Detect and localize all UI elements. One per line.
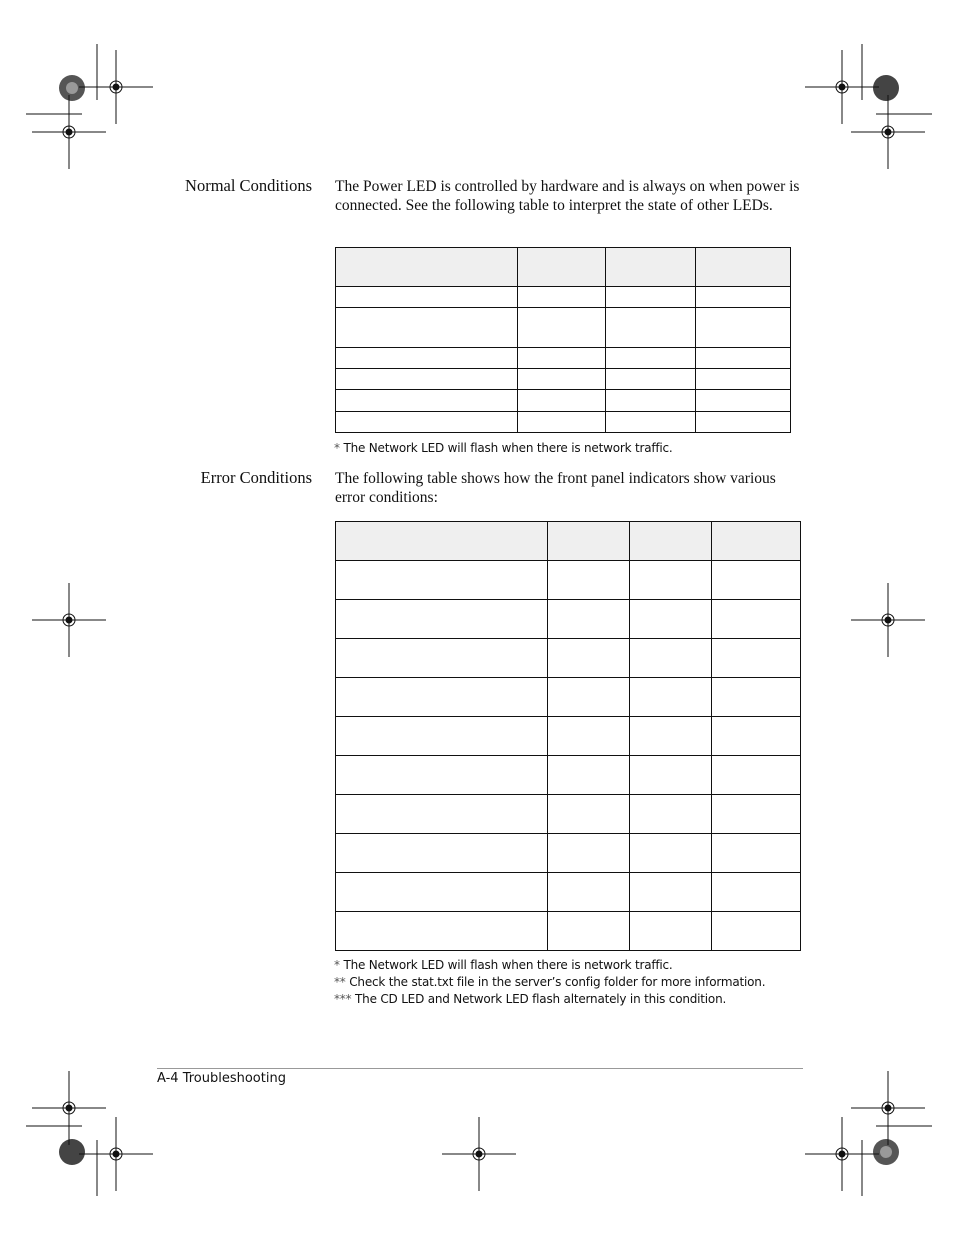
table-row	[336, 287, 791, 308]
starburst-mark-icon	[59, 75, 85, 101]
crosshair-target-icon	[851, 95, 925, 169]
table-row	[336, 873, 801, 912]
table-row	[336, 600, 801, 639]
table-header-row	[336, 522, 801, 561]
table-row	[336, 390, 791, 412]
section-heading-error: Error Conditions	[200, 468, 312, 487]
footer-rule	[157, 1068, 803, 1069]
table-row	[336, 369, 791, 390]
crosshair-target-icon	[79, 50, 153, 124]
table-row	[336, 678, 801, 717]
crosshair-target-icon	[32, 1071, 106, 1145]
starburst-mark-icon	[59, 1139, 85, 1165]
crosshair-target-icon	[32, 95, 106, 169]
table-row	[336, 561, 801, 600]
error-footnotes	[334, 957, 765, 1008]
crosshair-target-icon	[805, 1117, 879, 1191]
footnote: ** Check the stat.txt file in the server’s config folder for more information.	[334, 975, 766, 989]
normal-conditions-table	[335, 247, 791, 433]
footnote: * The Network LED will flash when there is network traffic.	[334, 441, 673, 455]
table-row	[336, 348, 791, 369]
table-row	[336, 834, 801, 873]
table-row	[336, 308, 791, 348]
footnote: * The Network LED will flash when there is network traffic.	[334, 958, 673, 972]
crosshair-target-icon	[79, 1117, 153, 1191]
table-row	[336, 756, 801, 795]
crosshair-target-icon	[851, 1071, 925, 1145]
footnote: *** The CD LED and Network LED flash alternately in this condition.	[334, 992, 727, 1006]
error-intro-paragraph: The following table shows how the front panel indicators show various error conditions:	[335, 470, 776, 506]
starburst-mark-icon	[873, 75, 899, 101]
table-row	[336, 717, 801, 756]
normal-footnotes	[334, 440, 673, 457]
starburst-mark-icon	[873, 1139, 899, 1165]
crosshair-target-icon	[851, 583, 925, 657]
error-conditions-table	[335, 521, 801, 951]
section-heading-normal: Normal Conditions	[185, 176, 312, 195]
table-row	[336, 912, 801, 951]
normal-intro-paragraph: The Power LED is controlled by hardware and is always on when power is connected. See the following table to interpret the state of other LEDs.	[335, 178, 800, 214]
crosshair-target-icon	[32, 583, 106, 657]
table-row	[336, 639, 801, 678]
page-footer-label: A-4 Troubleshooting	[157, 1071, 286, 1086]
table-row	[336, 795, 801, 834]
crosshair-target-icon	[442, 1117, 516, 1191]
crosshair-target-icon	[805, 50, 879, 124]
table-header-row	[336, 248, 791, 287]
table-row	[336, 412, 791, 433]
